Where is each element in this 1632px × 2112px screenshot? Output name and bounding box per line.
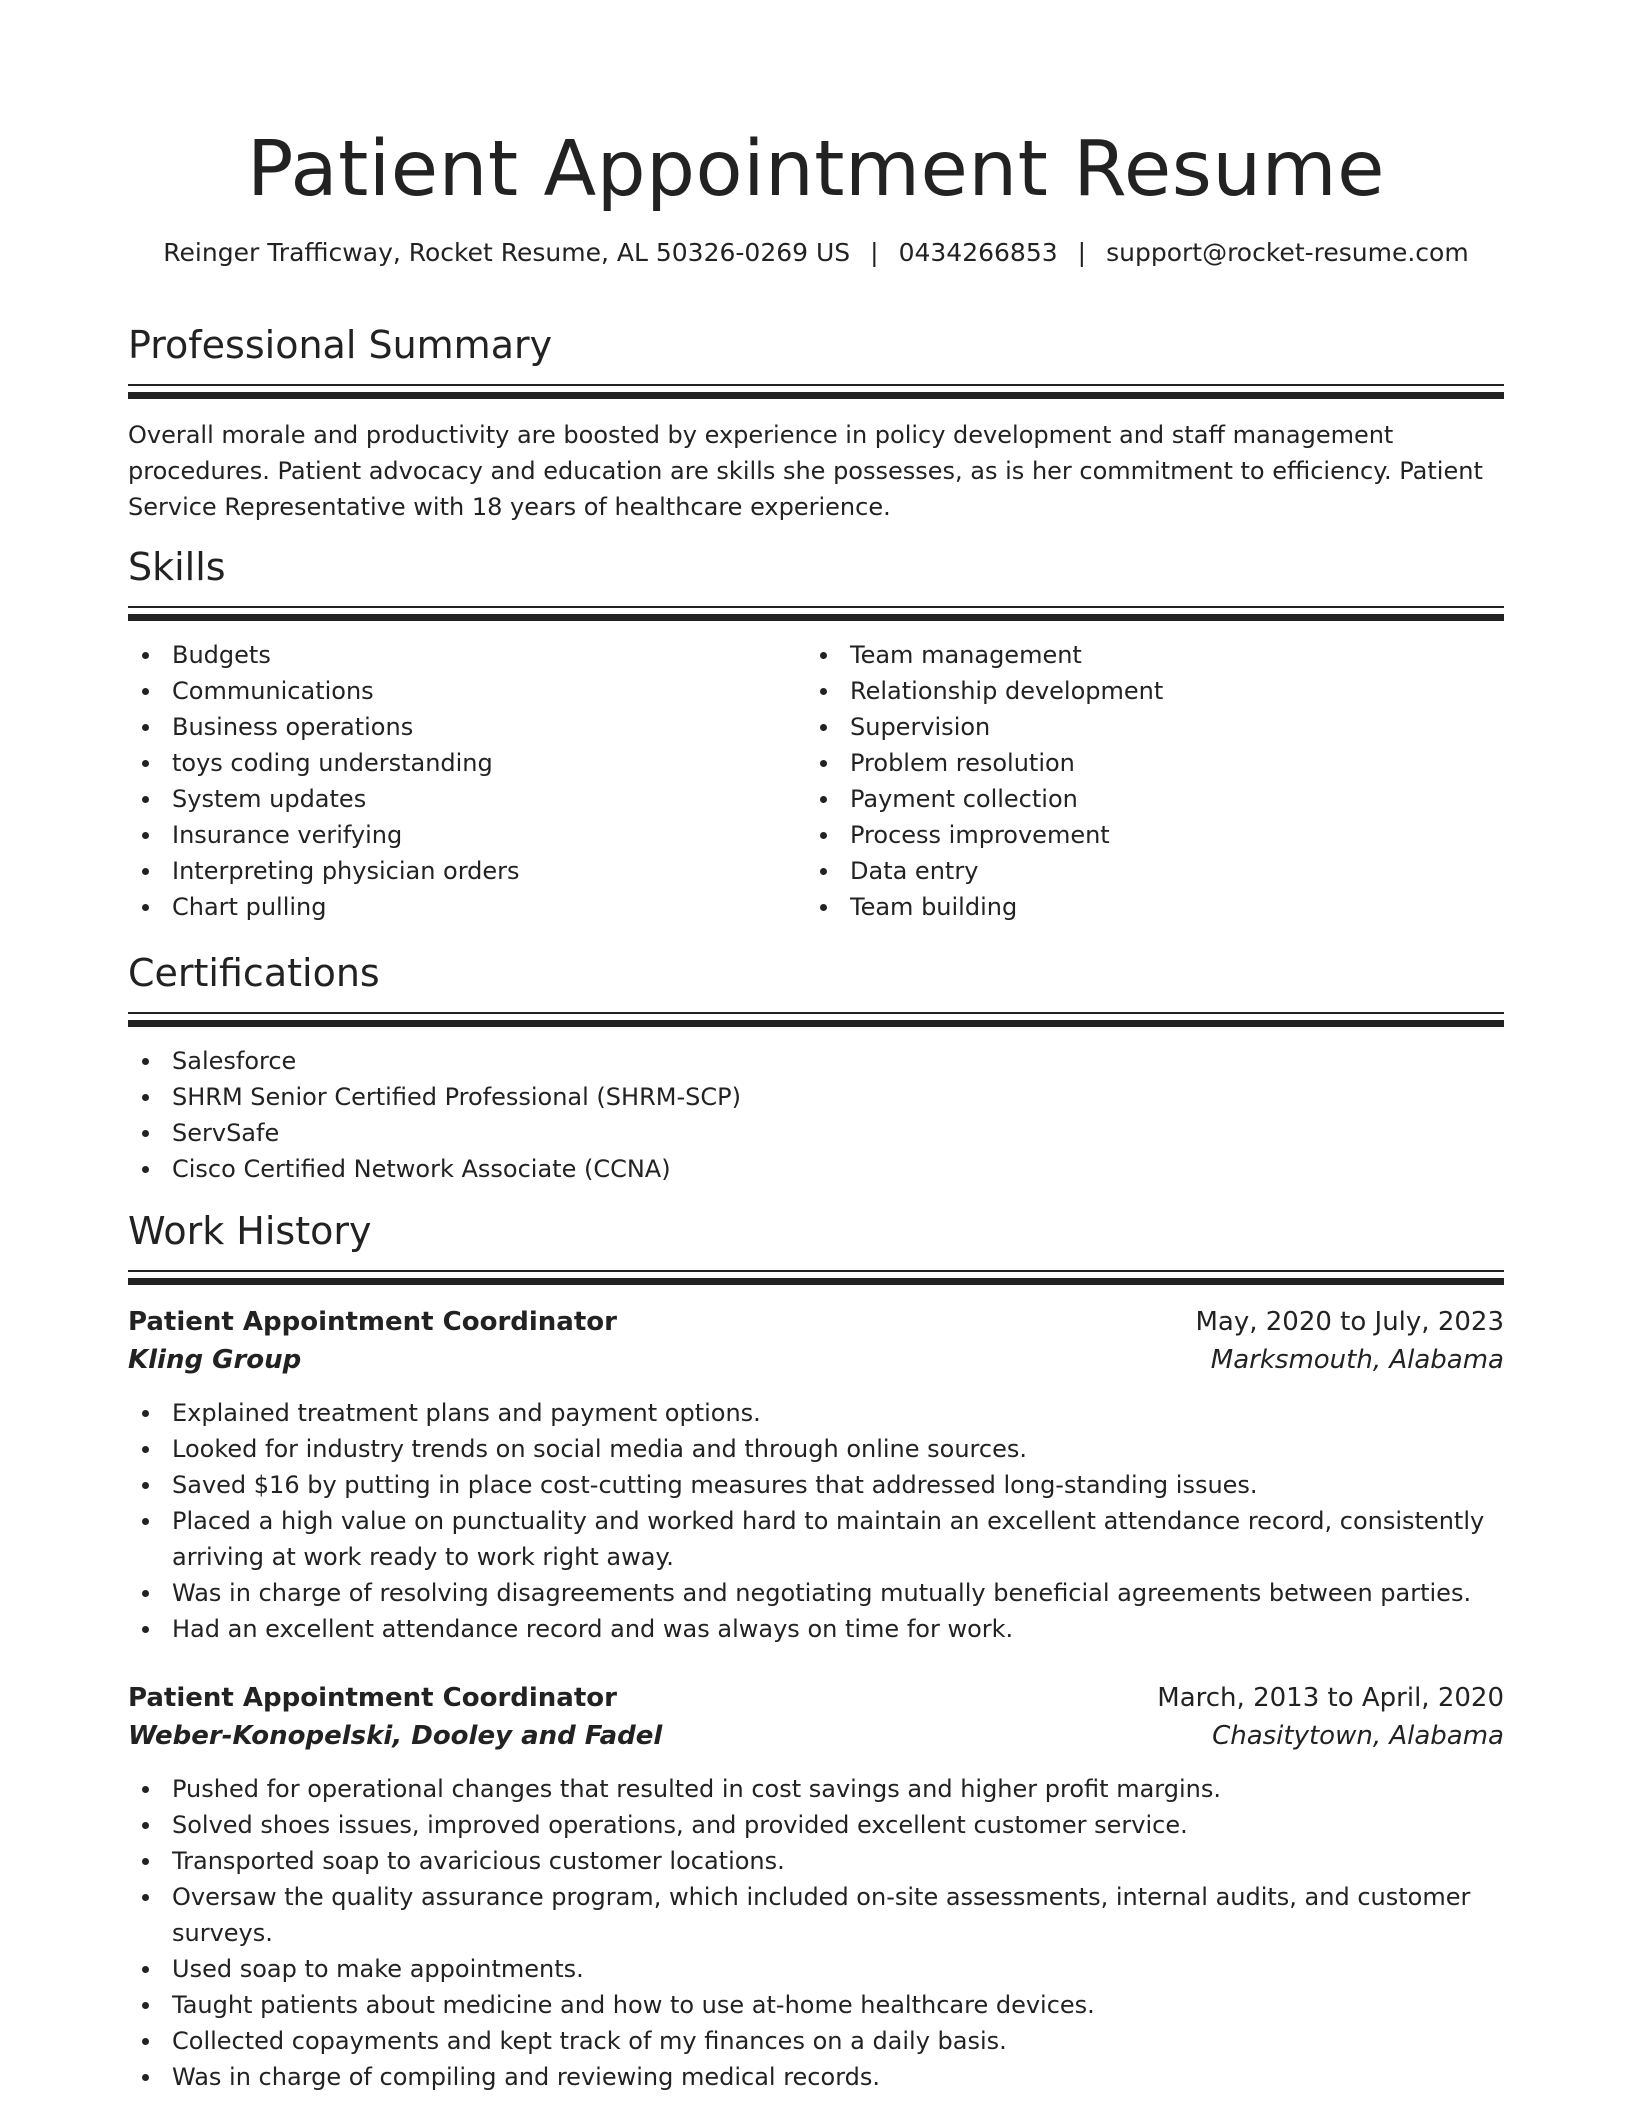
resume-page <box>128 0 1504 2091</box>
work-history-section <box>128 1206 1504 2095</box>
skills-column-right <box>806 637 1484 925</box>
job-duty-item: Pushed for operational changes that resulted in cost savings and higher profit margins. <box>128 1771 1504 1807</box>
section-divider <box>128 384 1504 399</box>
certifications-section <box>128 948 1504 1187</box>
job-entry <box>128 1679 1504 2095</box>
section-divider <box>128 1012 1504 1027</box>
job-company-row <box>128 1717 1504 1755</box>
certification-item: SHRM Senior Certified Professional (SHRM-SCP) <box>128 1079 1504 1115</box>
job-title: Patient Appointment Coordinator <box>128 1307 617 1337</box>
job-duty-item: Was in charge of compiling and reviewing medical records. <box>128 2059 1504 2095</box>
skill-item: Process improvement <box>806 817 1484 853</box>
skills-columns <box>128 637 1504 925</box>
contact-email: support@rocket-resume.com <box>1106 238 1469 267</box>
section-title-summary: Professional Summary <box>128 323 553 367</box>
skill-item: Budgets <box>128 637 806 673</box>
job-duty-item: Placed a high value on punctuality and worked hard to maintain an excellent attendance record, consistently arriving at work ready to work right away. <box>128 1503 1504 1575</box>
job-company: Weber-Konopelski, Dooley and Fadel <box>128 1721 663 1751</box>
section-divider <box>128 606 1504 621</box>
section-title-skills: Skills <box>128 545 226 589</box>
skill-item: Payment collection <box>806 781 1484 817</box>
contact-separator: | <box>1077 238 1087 267</box>
resume-name: Patient Appointment Resume <box>246 125 1386 214</box>
job-company: Kling Group <box>128 1345 302 1375</box>
job-header-row <box>128 1303 1504 1341</box>
job-duty-item: Was in charge of resolving disagreements and negotiating mutually beneficial agreements between parties. <box>128 1575 1504 1611</box>
skills-list-left <box>128 637 806 925</box>
skill-item: Relationship development <box>806 673 1484 709</box>
job-duty-item: Solved shoes issues, improved operations, and provided excellent customer service. <box>128 1807 1504 1843</box>
skill-item: Team building <box>806 889 1484 925</box>
skill-item: Interpreting physician orders <box>128 853 806 889</box>
job-company-row <box>128 1341 1504 1379</box>
contact-separator: | <box>870 238 879 267</box>
skill-item: Communications <box>128 673 806 709</box>
skill-item: Problem resolution <box>806 745 1484 781</box>
skill-item: System updates <box>128 781 806 817</box>
contact-line <box>128 236 1504 270</box>
certifications-list <box>128 1043 1504 1187</box>
job-dates: March, 2013 to April, 2020 <box>1157 1683 1504 1713</box>
skills-section <box>128 542 1504 925</box>
job-header-row <box>128 1679 1504 1717</box>
skills-list-right <box>806 637 1484 925</box>
job-duty-item: Saved $16 by putting in place cost-cutting measures that addressed long-standing issues. <box>128 1467 1504 1503</box>
job-dates: May, 2020 to July, 2023 <box>1195 1307 1504 1337</box>
job-location: Chasitytown, Alabama <box>1212 1721 1504 1751</box>
certification-item: Cisco Certified Network Associate (CCNA) <box>128 1151 1504 1187</box>
skill-item: Business operations <box>128 709 806 745</box>
section-divider <box>128 1270 1504 1285</box>
skill-item: Team management <box>806 637 1484 673</box>
job-duties-list <box>128 1395 1504 1647</box>
job-duty-item: Used soap to make appointments. <box>128 1951 1504 1987</box>
job-entry <box>128 1303 1504 1647</box>
certification-item: Salesforce <box>128 1043 1504 1079</box>
section-title-certifications: Certifications <box>128 951 380 995</box>
contact-address: Reinger Trafficway, Rocket Resume, AL 50326-0269 US <box>163 238 851 267</box>
job-duty-item: Taught patients about medicine and how to use at-home healthcare devices. <box>128 1987 1504 2023</box>
job-duty-item: Oversaw the quality assurance program, which included on-site assessments, internal audits, and customer surveys. <box>128 1879 1504 1951</box>
job-duties-list <box>128 1771 1504 2095</box>
skill-item: toys coding understanding <box>128 745 806 781</box>
professional-summary-section <box>128 320 1504 549</box>
job-title: Patient Appointment Coordinator <box>128 1683 617 1713</box>
section-title-work-history: Work History <box>128 1209 372 1253</box>
job-duty-item: Had an excellent attendance record and was always on time for work. <box>128 1611 1504 1647</box>
certification-item: ServSafe <box>128 1115 1504 1151</box>
skill-item: Chart pulling <box>128 889 806 925</box>
job-duty-item: Looked for industry trends on social media and through online sources. <box>128 1431 1504 1467</box>
skills-column-left <box>128 637 806 925</box>
contact-phone: 0434266853 <box>898 238 1058 267</box>
skill-item: Data entry <box>806 853 1484 889</box>
job-duty-item: Collected copayments and kept track of my finances on a daily basis. <box>128 2023 1504 2059</box>
job-location: Marksmouth, Alabama <box>1210 1345 1504 1375</box>
job-duty-item: Explained treatment plans and payment options. <box>128 1395 1504 1431</box>
skill-item: Supervision <box>806 709 1484 745</box>
job-duty-item: Transported soap to avaricious customer locations. <box>128 1843 1504 1879</box>
skill-item: Insurance verifying <box>128 817 806 853</box>
summary-text: Overall morale and productivity are boosted by experience in policy development and staff management procedures. Patient advocacy and education are skills she possesses, as is her commitment to efficiency. Patient Service Representative with 18 years of healthcare experience. <box>128 421 1483 521</box>
